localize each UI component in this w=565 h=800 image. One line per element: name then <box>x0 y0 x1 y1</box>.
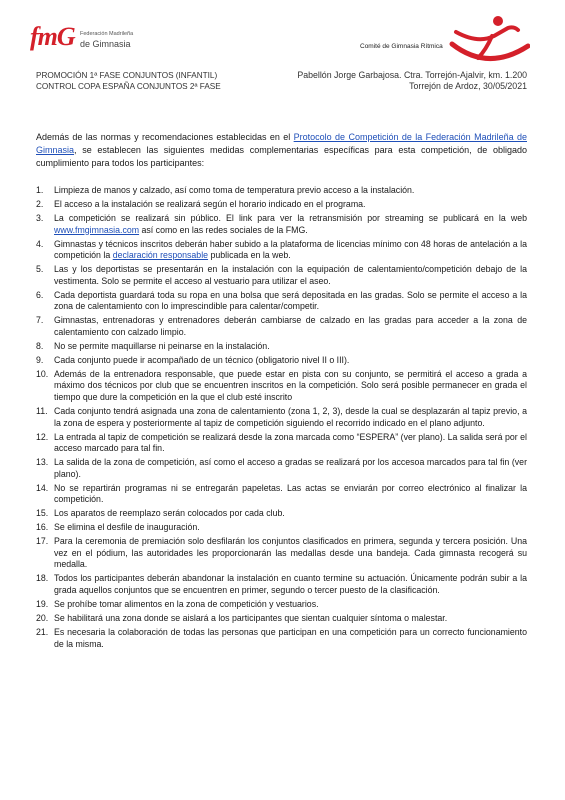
rule-number: 17. <box>36 536 49 547</box>
rule-number: 16. <box>36 522 49 533</box>
rule-item <box>36 508 527 520</box>
rule-text: Para la ceremonia de premiación solo desfilarán los conjuntos clasificados en primera, segunda y tercera posición. Una vez en el pódium, las autoridades les proporcionarán las medallas desde una bandeja. Cada gimnasta recogerá su medalla. <box>54 536 527 570</box>
rule-item <box>36 536 527 571</box>
rule-item <box>36 185 527 197</box>
rule-text: El acceso a la instalación se realizará según el horario indicado en el programa. <box>54 198 366 209</box>
rule-text: Cada conjunto puede ir acompañado de un técnico (obligatorio nivel II o III). <box>54 354 350 365</box>
rule-text: No se permite maquillarse ni peinarse en la instalación. <box>54 340 270 351</box>
rule-number: 13. <box>36 457 49 468</box>
rule-item <box>36 573 527 596</box>
rule-number: 10. <box>36 368 49 379</box>
rule-number: 8. <box>36 340 44 351</box>
rule-item <box>36 355 527 367</box>
event-title <box>36 70 221 92</box>
rule-item <box>36 613 527 625</box>
intro-text-before: Además de las normas y recomendaciones establecidas en el <box>36 132 294 142</box>
rule-number: 2. <box>36 198 44 209</box>
rule-number: 6. <box>36 289 44 300</box>
rule-item <box>36 599 527 611</box>
fmg-logo-mark: fmG <box>30 22 75 51</box>
rules-list <box>36 185 527 653</box>
rule-number: 7. <box>36 315 44 326</box>
rule-number: 5. <box>36 264 44 275</box>
rule-item <box>36 432 527 455</box>
event-title-line2: CONTROL COPA ESPAÑA CONJUNTOS 2ª FASE <box>36 82 221 91</box>
rule-number: 1. <box>36 185 44 195</box>
intro-text-after: , se establecen las siguientes medidas complementarias específicas para esta competición, de obligado cumplimiento para todos los participantes: <box>36 145 527 168</box>
fmg-logo-federation: Federación Madrileña <box>80 31 134 37</box>
rule-item <box>36 522 527 534</box>
rule-text-after: así como en las redes sociales de la FMG. <box>139 224 308 235</box>
event-title-line1: PROMOCIÓN 1ª FASE CONJUNTOS (INFANTIL) <box>36 71 218 80</box>
rule-item <box>36 457 527 480</box>
rule-number: 20. <box>36 613 49 624</box>
rule-text: Es necesaria la colaboración de todas las personas que participan en una competición para un correcto funcionamiento de la misma. <box>54 627 527 649</box>
fmg-logo <box>30 22 170 62</box>
rule-number: 9. <box>36 354 44 365</box>
rule-number: 12. <box>36 431 49 442</box>
rule-number: 14. <box>36 482 49 493</box>
intro-paragraph <box>36 131 527 170</box>
rule-text: Todos los participantes deberán abandonar la instalación en cuanto termine su actuación. Únicamente podrán subir a la grada aquellos conjuntos que se encuentren en primer, segundo o tercer puesto de la clasificación. <box>54 573 527 596</box>
rule-item <box>36 369 527 404</box>
rule-number: 15. <box>36 508 49 519</box>
rule-item <box>36 239 527 262</box>
rule-number: 21. <box>36 627 49 637</box>
rule-link[interactable]: declaración responsable <box>112 250 209 261</box>
rule-item <box>36 290 527 313</box>
rule-number: 4. <box>36 238 44 249</box>
event-venue-address: Pabellón Jorge Garbajosa. Ctra. Torrejón-Ajalvir, km. 1.200 <box>297 70 527 80</box>
rule-text: Limpieza de manos y calzado, así como toma de temperatura previo acceso a la instalación. <box>54 185 415 195</box>
rule-text: Gimnastas y técnicos inscritos deberán haber subido a la plataforma de licencias mínimo con 48 horas de antelación a la competición la <box>54 238 527 261</box>
rule-text: Las y los deportistas se presentarán en la instalación con la equipación de calentamiento/competición debajo de la vestimenta. Solo se permite el acceso al vestuario para utilizar el aseo. <box>54 264 527 286</box>
rule-item <box>36 483 527 506</box>
rule-text: Se elimina el desfile de inauguración. <box>54 522 200 533</box>
rule-item <box>36 627 527 650</box>
rule-text: La salida de la zona de competición, así como el acceso a gradas se realizará por los accesoa marcados para tal fin (ver plano). <box>54 457 527 479</box>
event-venue <box>297 70 527 92</box>
rule-text: Cada conjunto tendrá asignada una zona de calentamiento (zona 1, 2, 3), desde la cual se desplazarán al tapiz previo, a la zona de espera y posteriormente al tapiz de competición siguiendo el recorrido indicado en el plano adjunto. <box>54 406 527 428</box>
rule-number: 19. <box>36 599 49 610</box>
rule-link[interactable]: www.fmgimnasia.com <box>54 224 140 235</box>
rule-item <box>36 213 527 236</box>
rule-text: Se habilitará una zona donde se aislará a los participantes que sientan cualquier síntoma o malestar. <box>54 613 448 624</box>
rule-text: Los aparatos de reemplazo serán colocados por cada club. <box>54 508 285 519</box>
rule-text: Gimnastas, entrenadoras y entrenadores deberán cambiarse de calzado en las gradas para acceder a la zona de calentamiento con calzado limpio. <box>54 315 527 337</box>
rule-number: 3. <box>36 212 44 223</box>
protocol-link[interactable]: Protocolo de Competición de la Federación Madrileña de Gimnasia <box>36 132 527 155</box>
rule-item <box>36 264 527 287</box>
event-venue-date: Torrejón de Ardoz, 30/05/2021 <box>409 81 527 91</box>
rule-item <box>36 341 527 353</box>
rule-item <box>36 406 527 429</box>
rule-text: Además de la entrenadora responsable, que puede estar en pista con su conjunto, se permitirá el acceso a grada a máximo dos técnicos por club que se encuentren inscritos en la competición. Solo será posible permanecer en grada el tiempo que dure la competición en la que el club esté inscrito <box>54 368 527 403</box>
rule-text: Se prohíbe tomar alimentos en la zona de competición y vestuarios. <box>54 599 319 610</box>
rhythmic-gymnastics-logo-icon <box>448 14 530 64</box>
rule-number: 18. <box>36 573 49 584</box>
comite-label: Comité de Gimnasia Rítmica <box>360 43 443 50</box>
rule-text: No se repartirán programas ni se entregarán papeletas. Las actas se enviarán por correo electrónico al finalizar la competición. <box>54 482 527 505</box>
rule-number: 11. <box>36 406 48 416</box>
rule-item <box>36 315 527 338</box>
rule-text-after: publicada en la web. <box>208 250 291 261</box>
rule-text: La competición se realizará sin público. El link para ver la retransmisión por streaming se publicará en la web <box>54 212 527 223</box>
rule-item <box>36 199 527 211</box>
rule-text: La entrada al tapiz de competición se realizará desde la zona marcada como “ESPERA” (ver plano). La salida será por el acceso marcado para tal fin. <box>54 431 527 454</box>
fmg-logo-gimnasia: de Gimnasia <box>80 39 131 49</box>
rule-text: Cada deportista guardará toda su ropa en una bolsa que será depositada en las gradas. Solo se permite el acceso a la zona de calentamiento con lo imprescindible para calentar/competir. <box>54 289 527 312</box>
